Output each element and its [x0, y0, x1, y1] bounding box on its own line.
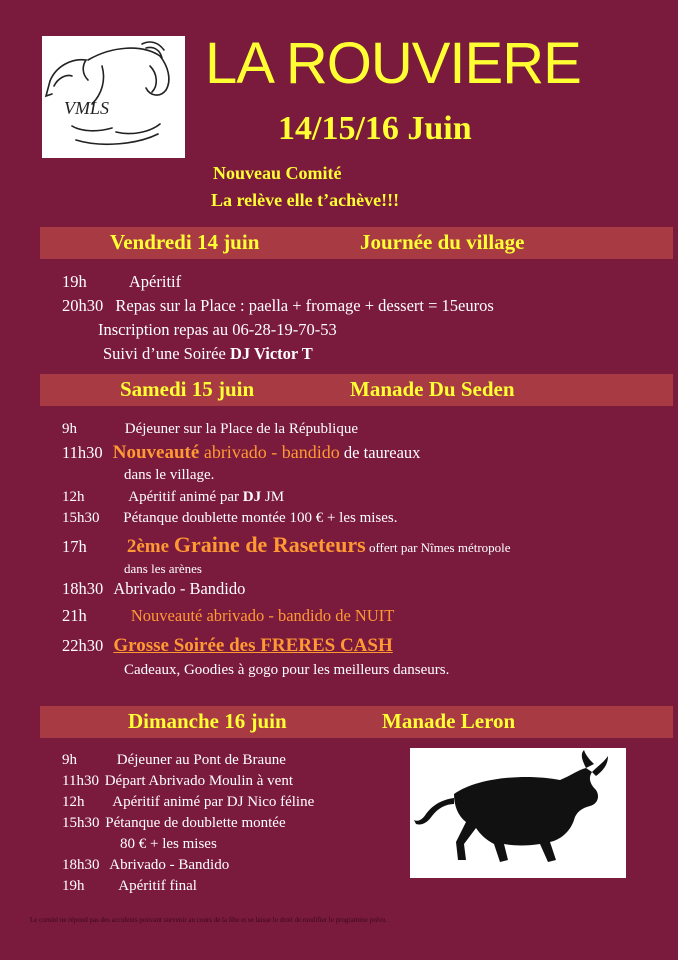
sunday-theme: Manade Leron	[382, 709, 516, 733]
saturday-item-abrivado2	[62, 579, 245, 599]
saturday-item-abrivado	[62, 442, 420, 463]
time: 15h30	[62, 815, 100, 831]
text: Apéritif animé par	[128, 489, 243, 505]
sunday-item-cont: 80 € + les mises	[120, 836, 217, 852]
saturday-soiree-cont: Cadeaux, Goodies à gogo pour les meilleurs danseurs.	[124, 662, 450, 678]
time: 17h	[62, 537, 87, 556]
tagline-slogan: La relève elle t’achève!!!	[211, 190, 400, 210]
saturday-item-nuit	[62, 606, 394, 626]
sunday-item	[62, 771, 293, 791]
title: Graine de Raseteurs	[173, 532, 366, 557]
text: Repas sur la Place : paella + fromage + dessert = 15euros	[115, 296, 494, 315]
sunday-item	[62, 792, 314, 812]
sunday-item	[62, 855, 229, 875]
soiree-dj: DJ Victor T	[229, 344, 313, 363]
horse-logo-icon	[42, 36, 185, 158]
text: Apéritif final	[118, 878, 197, 894]
text: Pétanque doublette montée 100 € + les mises.	[123, 510, 398, 526]
saturday-item-petanque	[62, 508, 398, 528]
highlight: Nouveauté	[112, 442, 200, 463]
text: Pétanque de doublette montée	[105, 815, 286, 831]
prefix: 2ème	[126, 536, 174, 557]
bull-image	[410, 748, 626, 878]
time: 21h	[62, 606, 87, 625]
time: 18h30	[62, 579, 104, 598]
saturday-header	[40, 374, 673, 406]
text: Départ Abrivado Moulin à vent	[104, 773, 293, 789]
saturday-item-soiree	[62, 636, 393, 656]
sunday-item	[62, 876, 197, 896]
time: 22h30	[62, 636, 104, 655]
text: Abrivado - Bandido	[109, 857, 230, 873]
soiree-prefix: Suivi d’une Soirée	[103, 344, 230, 363]
time: 9h	[62, 752, 77, 768]
saturday-theme: Manade Du Seden	[350, 377, 515, 401]
text: Apéritif	[128, 272, 182, 291]
highlight-2: abrivado - bandido	[199, 442, 340, 462]
saturday-item-dejeuner	[62, 419, 358, 439]
friday-item-aperitif	[62, 272, 181, 292]
time: 20h30	[62, 296, 104, 315]
dj: DJ	[242, 489, 262, 505]
tagline-committee: Nouveau Comité	[213, 163, 342, 183]
saturday-item-aperitif	[62, 487, 284, 507]
time: 12h	[62, 794, 85, 810]
time: 9h	[62, 421, 77, 437]
friday-inscription: Inscription repas au 06-28-19-70-53	[98, 320, 337, 339]
text: Déjeuner au Pont de Braune	[116, 752, 286, 768]
time: 11h30	[62, 773, 99, 789]
page-title: LA ROUVIERE	[205, 31, 581, 96]
text: Apéritif animé par DJ Nico féline	[112, 794, 315, 810]
friday-theme: Journée du village	[360, 230, 525, 254]
friday-header	[40, 227, 673, 259]
time: 19h	[62, 878, 85, 894]
text: Abrivado - Bandido	[113, 579, 246, 598]
sunday-header	[40, 706, 673, 738]
sunday-day: Dimanche 16 juin	[128, 709, 287, 733]
friday-soiree	[103, 344, 313, 364]
footer-disclaimer: Le comité ne répond pas des accidents pouvant survenir au cours de la fête et se laisse le droit de modifier le programme prévu.	[30, 916, 388, 924]
text: Grosse Soirée des FRERES CASH	[113, 635, 393, 656]
time: 18h30	[62, 857, 100, 873]
saturday-abrivado-cont: dans le village.	[124, 467, 215, 483]
logo	[42, 36, 185, 158]
offer: offert par Nîmes métropole	[365, 540, 511, 555]
event-dates: 14/15/16 Juin	[278, 110, 472, 147]
saturday-item-graine	[62, 532, 511, 558]
dj-name: JM	[261, 489, 285, 505]
svg-text:VMLS: VMLS	[64, 98, 109, 118]
text: de taureaux	[339, 443, 421, 462]
saturday-graine-cont: dans les arènes	[124, 561, 202, 576]
saturday-day: Samedi 15 juin	[120, 377, 255, 401]
time: 12h	[62, 489, 85, 505]
time: 15h30	[62, 510, 100, 526]
sunday-item	[62, 813, 286, 833]
bull-icon	[410, 748, 626, 878]
friday-item-repas	[62, 296, 494, 316]
sunday-item	[62, 750, 286, 770]
time: 11h30	[62, 443, 103, 462]
text: Nouveauté abrivado - bandido de NUIT	[130, 606, 395, 625]
friday-day: Vendredi 14 juin	[110, 230, 260, 254]
text: Déjeuner sur la Place de la République	[124, 421, 358, 437]
time: 19h	[62, 272, 87, 291]
